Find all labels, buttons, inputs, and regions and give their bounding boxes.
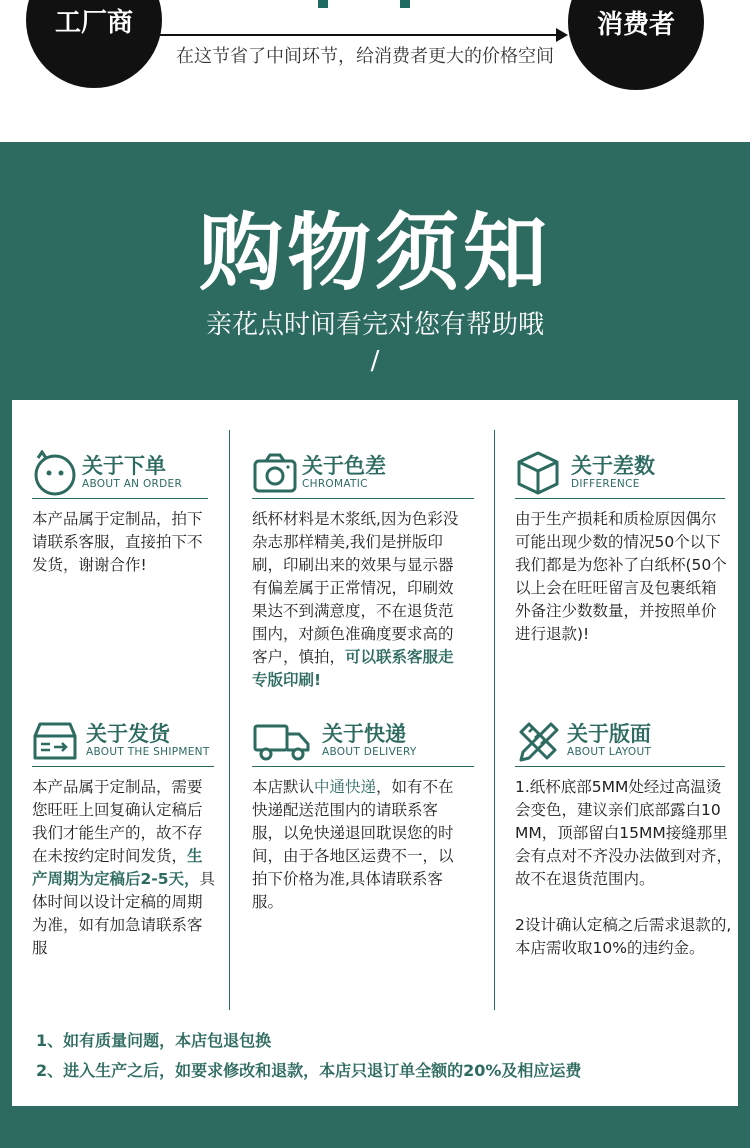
section-rule — [32, 766, 214, 767]
section-title: 关于版面 — [567, 722, 651, 746]
section-body: 由于生产损耗和质检原因偶尔可能出现少数的情况50个以下我们都是为您补了白纸杯(50个以上会在旺旺留言及包裹纸箱外备注少数数量，并按照单价进行退款)! — [515, 510, 727, 643]
section-rule — [252, 498, 474, 499]
section-subtitle: ABOUT DELIVERY — [322, 746, 417, 758]
inbox-icon — [32, 718, 78, 764]
section-order — [32, 450, 208, 640]
banner-tagline: 在这节省了中间环节，给消费者更大的价格空间 — [176, 46, 554, 67]
section-body-text: 本店默认 — [252, 778, 315, 796]
section-body-text: 纸杯材料是木浆纸,因为色彩没杂志那样精美,我们是拼版印刷，印刷出来的效果与显示器有偏差属于正常情况，印刷效果达不到满意度，不在退货范围内，对颜色准确度要求高的客户，慎拍， — [252, 510, 459, 666]
section-body: 本产品属于定制品，拍下请联系客服，直接拍下不发货，谢谢合作! — [32, 510, 203, 574]
section-rule — [32, 498, 208, 499]
bottom-notes — [36, 1026, 581, 1086]
page-title: 购物须知 — [198, 204, 551, 302]
factory-label: 工厂商 — [54, 8, 133, 38]
truck-icon — [252, 718, 312, 764]
section-body — [252, 776, 466, 914]
section-subtitle: ABOUT THE SHIPMENT — [86, 746, 210, 758]
section-body-highlight: 中通快递 — [314, 778, 377, 796]
page-subtitle: 亲花点时间看完对您有帮助哦 — [205, 310, 544, 340]
top-banner — [0, 0, 750, 142]
consumer-label: 消费者 — [596, 10, 675, 40]
design-tools-icon — [515, 718, 561, 764]
section-title: 关于下单 — [82, 454, 166, 478]
paragraph-gap — [515, 891, 733, 914]
section-title: 关于色差 — [302, 454, 386, 478]
section-layout — [515, 718, 733, 998]
note-item: 2、进入生产之后，如要求修改和退款，本店只退订单全额的20%及相应运费 — [36, 1061, 582, 1080]
decor-tick — [318, 0, 328, 8]
section-body — [252, 508, 468, 692]
note-item: 1、如有质量问题，本店包退包换 — [36, 1031, 272, 1050]
layout-note-2: 2设计确认定稿之后需求退款的,本店需收取10%的违约金。 — [515, 916, 732, 957]
section-subtitle: ABOUT LAYOUT — [567, 746, 652, 758]
section-rule — [515, 498, 725, 499]
section-body — [32, 776, 216, 960]
section-body-text: 本产品属于定制品，需要您旺旺上回复确认定稿后我们才能生产的，故不存在未按约定时间发货， — [32, 778, 203, 865]
section-title: 关于发货 — [86, 722, 170, 746]
factory-circle — [26, 0, 162, 88]
section-title: 关于快递 — [322, 722, 406, 746]
column-divider — [494, 430, 495, 1010]
arrow-head-icon — [556, 28, 568, 42]
section-title: 关于差数 — [571, 454, 655, 478]
camera-icon — [252, 450, 298, 496]
section-delivery — [252, 718, 474, 938]
layout-note-1: 1.纸杯底部5MM处经过高温烫会变色，建议亲们底部露白10MM，顶部留白15MM接缝那里会有点对不齐没办法做到对齐，故不在退货范围内。 — [515, 778, 733, 888]
section-rule — [252, 766, 474, 767]
section-body-text: 具体时间以设计定稿的周期为准，如有加急请联系客服 — [32, 870, 216, 957]
section-body-text: ，如有不在快递配送范围内的请联系客服，以免快递退回耽误您的时间，由于各地区运费不一，以拍下价格为准,具体请联系客服。 — [252, 778, 454, 911]
section-body-highlight: 生产周期为定稿后2-5天， — [32, 847, 203, 888]
arrow-line — [160, 34, 560, 36]
smiley-icon — [32, 450, 78, 496]
section-subtitle: ABOUT AN ORDER — [82, 478, 183, 490]
section-subtitle: CHROMATIC — [302, 478, 368, 490]
decor-tick — [400, 0, 410, 8]
slash-divider: / — [370, 346, 380, 376]
section-color — [252, 450, 474, 700]
section-body — [515, 776, 733, 960]
box-icon — [515, 450, 561, 496]
section-shipment — [32, 718, 218, 978]
section-body-highlight: 可以联系客服走专版印刷! — [252, 648, 454, 689]
consumer-circle — [568, 0, 704, 90]
section-subtitle: DIFFERENCE — [571, 478, 640, 490]
column-divider — [229, 430, 230, 1010]
section-rule — [515, 766, 725, 767]
section-difference — [515, 450, 729, 700]
notice-card — [12, 400, 738, 1106]
